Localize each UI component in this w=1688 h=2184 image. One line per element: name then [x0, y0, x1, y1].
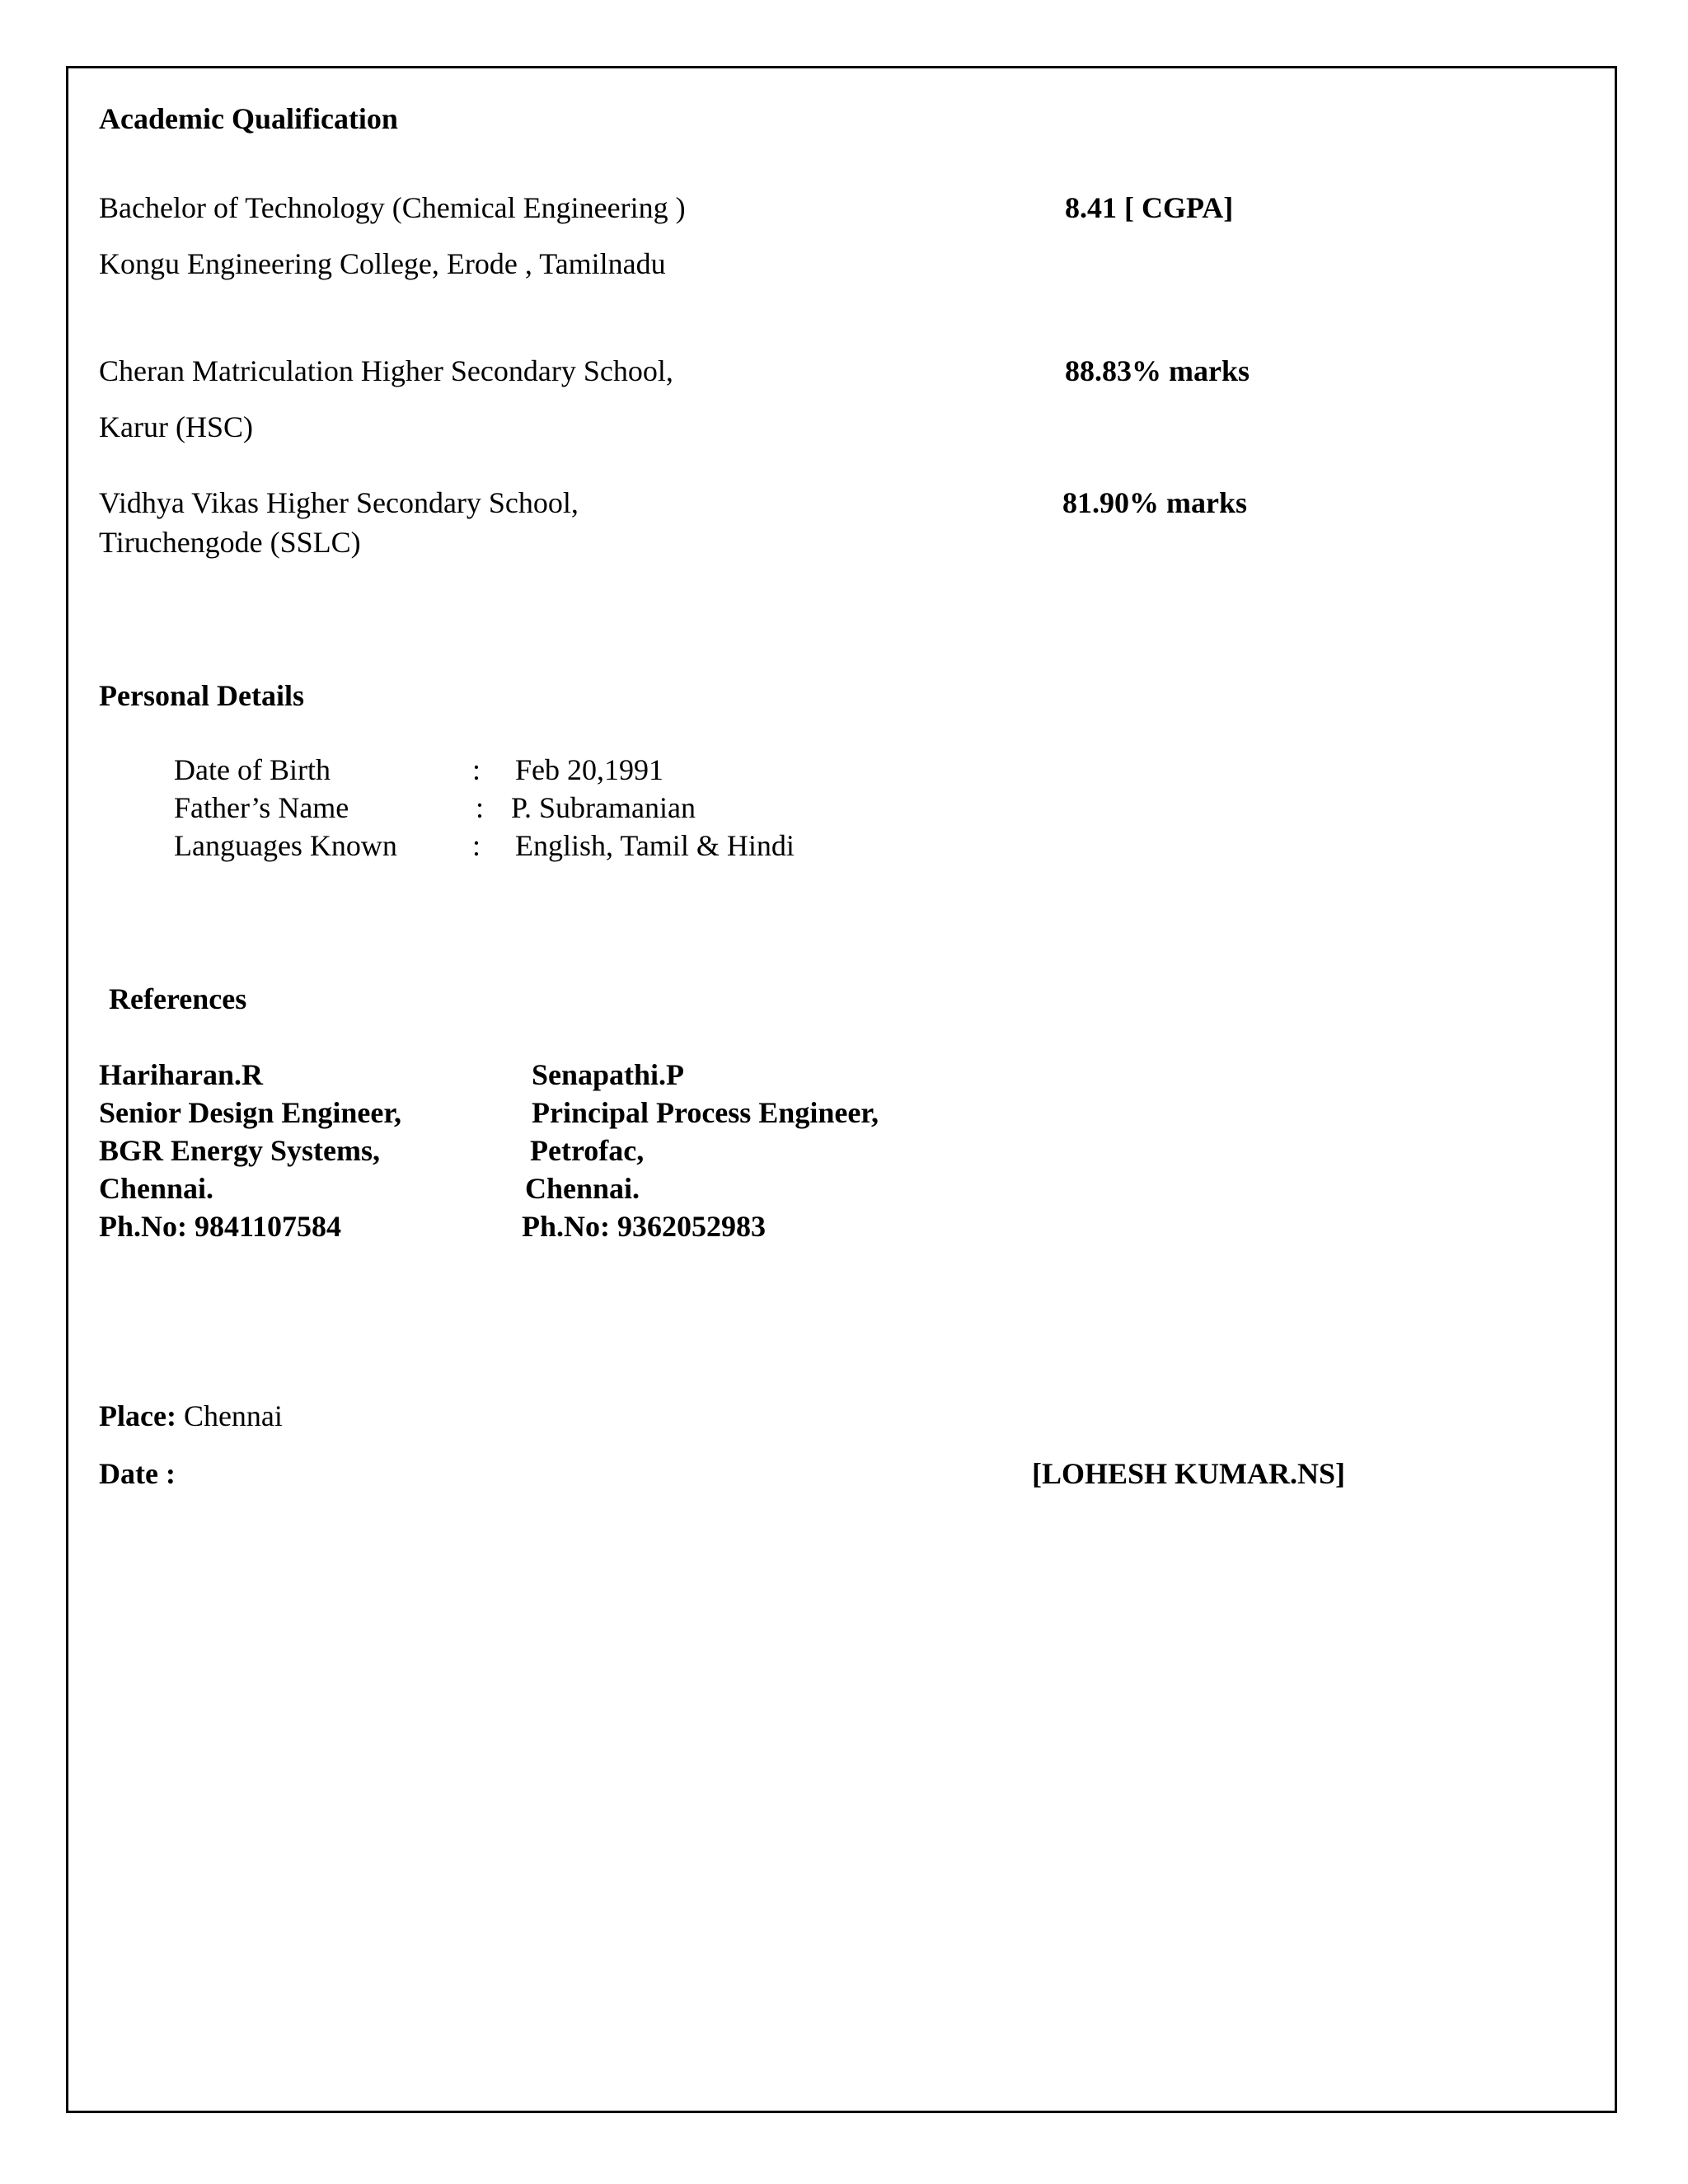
date-label: Date :	[99, 1457, 176, 1490]
btech-score: 8.41 [ CGPA]	[1065, 191, 1234, 224]
ref1-name: Hariharan.R	[99, 1058, 264, 1091]
ref1-company: BGR Energy Systems,	[99, 1134, 380, 1167]
father-label: Father’s Name	[174, 791, 349, 824]
signature-name: [LOHESH KUMAR.NS]	[1032, 1457, 1346, 1490]
languages-label: Languages Known	[174, 829, 397, 862]
hsc-place: Karur (HSC)	[99, 410, 253, 443]
place-value: Chennai	[176, 1399, 283, 1432]
personal-heading: Personal Details	[99, 679, 304, 712]
ref1-phone: Ph.No: 9841107584	[99, 1210, 342, 1243]
ref2-name: Senapathi.P	[532, 1058, 685, 1091]
sslc-place: Tiruchengode (SSLC)	[99, 526, 361, 559]
dob-separator: :	[472, 753, 481, 786]
dob-label: Date of Birth	[174, 753, 331, 786]
father-separator: :	[476, 791, 485, 824]
place-line	[99, 1401, 283, 1431]
hsc-score: 88.83% marks	[1065, 354, 1250, 387]
hsc-school: Cheran Matriculation Higher Secondary School,	[99, 354, 673, 387]
sslc-score: 81.90% marks	[1062, 486, 1247, 519]
references-heading: References	[109, 982, 247, 1015]
ref2-title: Principal Process Engineer,	[532, 1096, 879, 1129]
btech-degree: Bachelor of Technology (Chemical Engineering )	[99, 191, 686, 224]
place-label: Place:	[99, 1399, 176, 1432]
dob-value: Feb 20,1991	[515, 753, 663, 786]
ref2-phone: Ph.No: 9362052983	[522, 1210, 766, 1243]
sslc-school: Vidhya Vikas Higher Secondary School,	[99, 486, 579, 519]
academic-heading: Academic Qualification	[99, 102, 398, 135]
ref1-city: Chennai.	[99, 1172, 214, 1205]
ref2-city: Chennai.	[525, 1172, 640, 1205]
languages-value: English, Tamil & Hindi	[515, 829, 795, 862]
ref2-company: Petrofac,	[530, 1134, 645, 1167]
languages-separator: :	[472, 829, 481, 862]
father-value: P. Subramanian	[511, 791, 696, 824]
btech-college: Kongu Engineering College, Erode , Tamilnadu	[99, 247, 666, 280]
ref1-title: Senior Design Engineer,	[99, 1096, 402, 1129]
